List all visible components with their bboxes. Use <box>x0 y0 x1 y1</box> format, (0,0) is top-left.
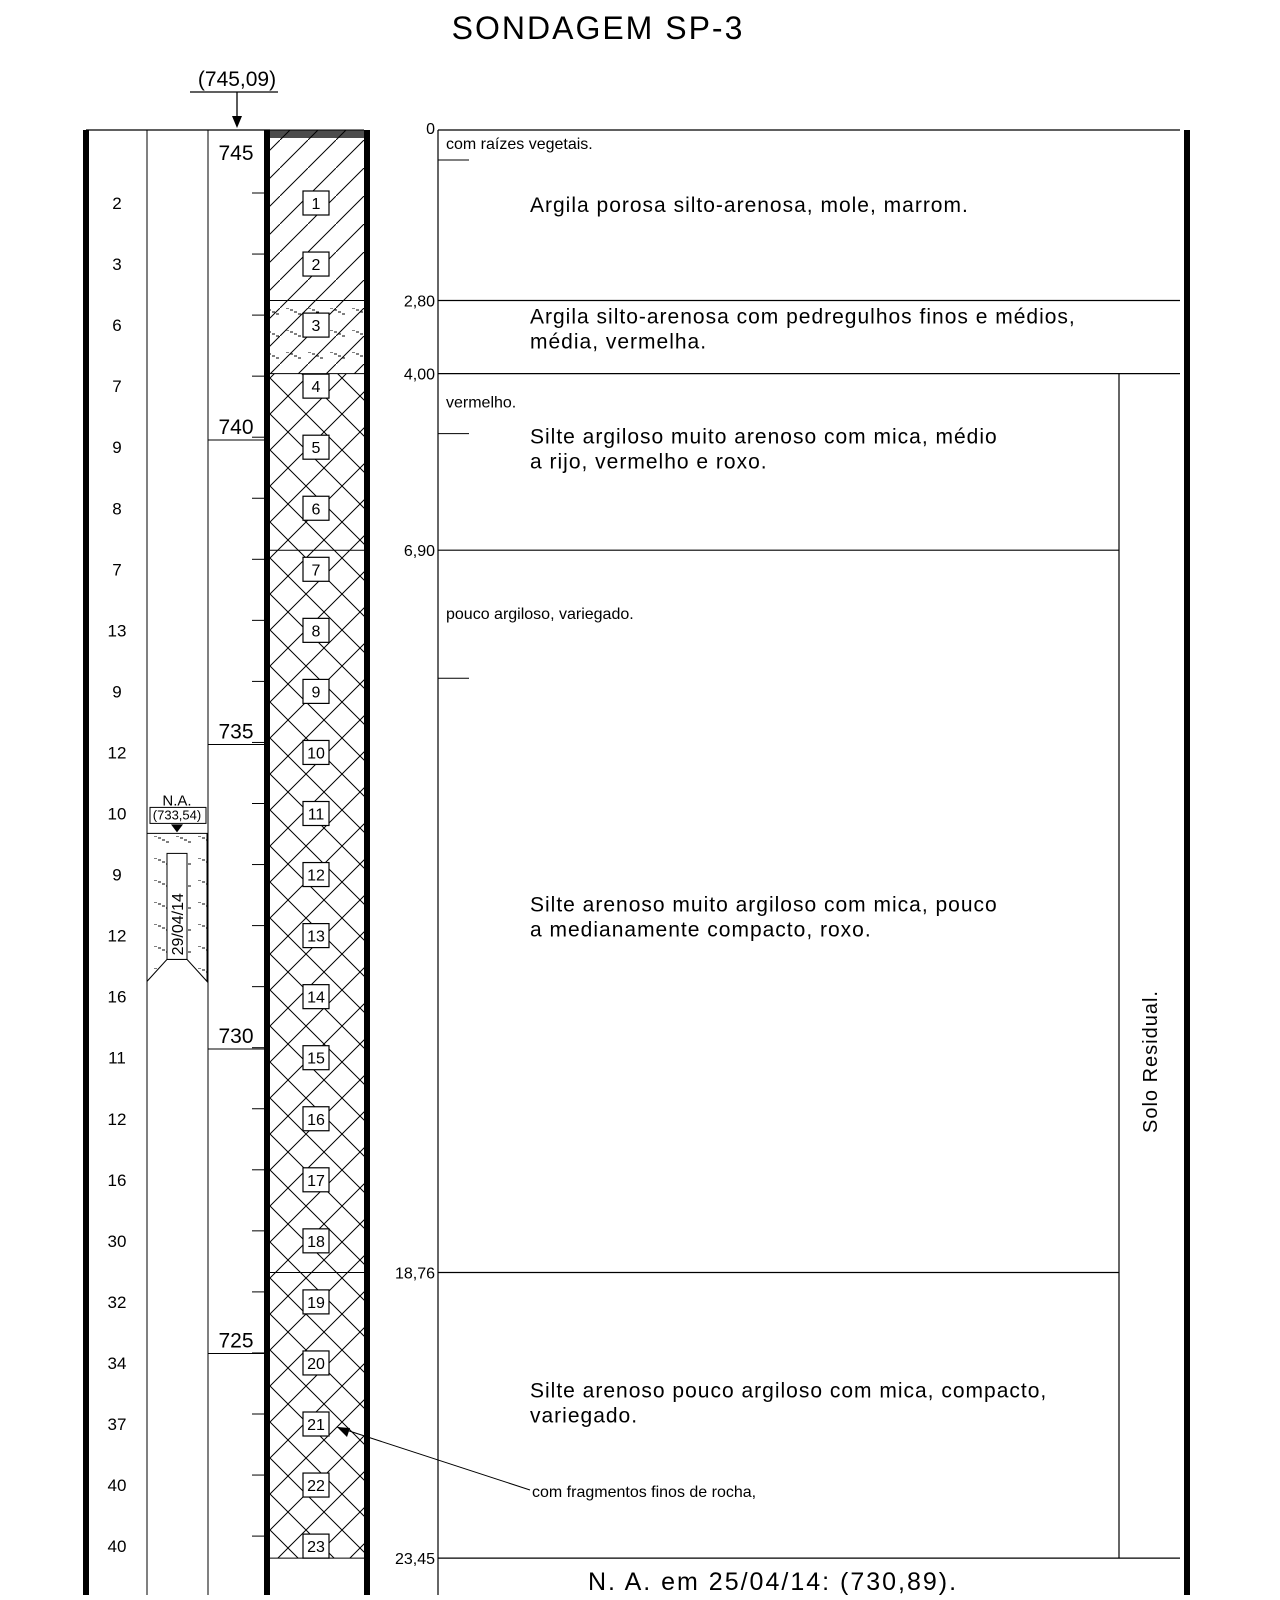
spt-value: 40 <box>107 1537 127 1557</box>
layer-description: média, vermelha. <box>530 330 708 354</box>
sample-number: 16 <box>307 1111 325 1129</box>
topsoil-band <box>270 130 364 138</box>
layer-description: Argila silto-arenosa com pedregulhos finos e médios, <box>530 305 1076 329</box>
footer-note: N. A. em 25/04/14: (730,89). <box>588 1568 959 1596</box>
sample-number: 5 <box>311 440 321 458</box>
elevation-label: 745 <box>218 142 254 165</box>
sample-number: 20 <box>307 1355 325 1373</box>
layer-description: a medianamente compacto, roxo. <box>530 918 872 942</box>
spt-value: 16 <box>107 1170 127 1190</box>
spt-value: 7 <box>112 560 122 580</box>
layer-descriptions <box>395 121 1180 1595</box>
elevation-label: 735 <box>218 720 254 744</box>
sample-number: 8 <box>311 623 321 641</box>
ground-elevation-label: (745,09) <box>197 68 277 91</box>
layer-note: vermelho. <box>446 394 517 412</box>
sample-number: 10 <box>307 745 325 763</box>
elevation-label: 725 <box>218 1329 254 1353</box>
spt-value: 9 <box>112 682 122 702</box>
profile-pattern-silt <box>270 550 364 1272</box>
spt-value: 8 <box>112 499 122 519</box>
layer-top-depth: 2,80 <box>403 293 435 311</box>
sample-number: 19 <box>307 1294 325 1312</box>
fragment-note: com fragmentos finos de rocha, <box>532 1484 757 1501</box>
layer-note: com raízes vegetais. <box>446 136 593 153</box>
log-title: SONDAGEM SP-3 <box>451 10 745 46</box>
spt-value: 30 <box>107 1231 127 1251</box>
water-level-elevation: (733,54) <box>152 807 202 823</box>
layer-top-depth: 4,00 <box>403 366 435 384</box>
sample-number: 11 <box>307 806 325 824</box>
spt-value: 9 <box>112 865 122 885</box>
layer-top-depth: 0 <box>426 121 435 138</box>
elevation-column <box>208 142 267 1536</box>
spt-value: 10 <box>107 804 127 824</box>
sample-number: 7 <box>311 562 321 580</box>
sample-number: 9 <box>311 684 321 702</box>
bottom-depth: 23,45 <box>394 1551 435 1569</box>
profile-pattern-silt <box>270 374 364 551</box>
spt-value: 12 <box>107 926 127 946</box>
layer-description: Silte arenoso pouco argiloso com mica, compacto, <box>530 1379 1048 1403</box>
spt-value: 16 <box>107 987 127 1007</box>
sample-number: 15 <box>307 1050 325 1068</box>
layer-description: a rijo, vermelho e roxo. <box>530 450 768 474</box>
sample-number: 2 <box>311 257 321 275</box>
sample-number: 18 <box>307 1233 325 1251</box>
ground-elevation-arrowhead <box>232 116 242 128</box>
sample-number: 17 <box>307 1172 325 1190</box>
spt-value: 32 <box>107 1292 127 1312</box>
sample-number: 21 <box>307 1417 325 1434</box>
elevation-label: 730 <box>218 1024 254 1048</box>
elevation-label: 740 <box>218 415 254 439</box>
spt-value: 11 <box>108 1048 126 1068</box>
spt-value: 3 <box>112 255 122 275</box>
water-level-date: 29/04/14 <box>170 893 187 956</box>
spt-column <box>108 194 127 1556</box>
sample-number: 1 <box>311 196 321 213</box>
layer-top-depth: 6,90 <box>403 543 435 561</box>
spt-value: 2 <box>112 194 122 213</box>
spt-value: 37 <box>107 1415 127 1434</box>
spt-value: 34 <box>107 1353 127 1373</box>
layer-description: Argila porosa silto-arenosa, mole, marrom. <box>530 194 969 217</box>
layer-description: variegado. <box>530 1404 639 1428</box>
spt-value: 13 <box>107 621 127 641</box>
spt-value: 12 <box>107 743 127 763</box>
sample-number: 6 <box>311 501 321 519</box>
water-level-triangle <box>171 824 183 832</box>
sample-number: 3 <box>311 318 321 336</box>
layer-note: pouco argiloso, variegado. <box>446 606 634 624</box>
sample-number: 4 <box>311 379 321 397</box>
water-level-marker <box>147 792 207 981</box>
spt-value: 7 <box>112 377 122 397</box>
layer-description: Silte arenoso muito argiloso com mica, pouco <box>530 893 998 917</box>
spt-value: 9 <box>112 438 122 458</box>
spt-value: 40 <box>107 1476 127 1496</box>
sample-number: 12 <box>307 867 325 885</box>
sample-number: 14 <box>307 989 325 1007</box>
sample-number: 22 <box>307 1478 325 1496</box>
sample-numbers <box>303 191 329 1558</box>
water-level-label: N.A. <box>162 792 192 810</box>
spt-value: 12 <box>107 1109 127 1129</box>
sample-number: 23 <box>307 1539 325 1557</box>
spt-value: 6 <box>112 316 122 336</box>
residual-soil-label: Solo Residual. <box>1140 990 1162 1133</box>
sample-number: 13 <box>307 928 325 946</box>
layer-top-depth: 18,76 <box>394 1265 435 1283</box>
layer-description: Silte argiloso muito arenoso com mica, médio <box>530 425 998 449</box>
